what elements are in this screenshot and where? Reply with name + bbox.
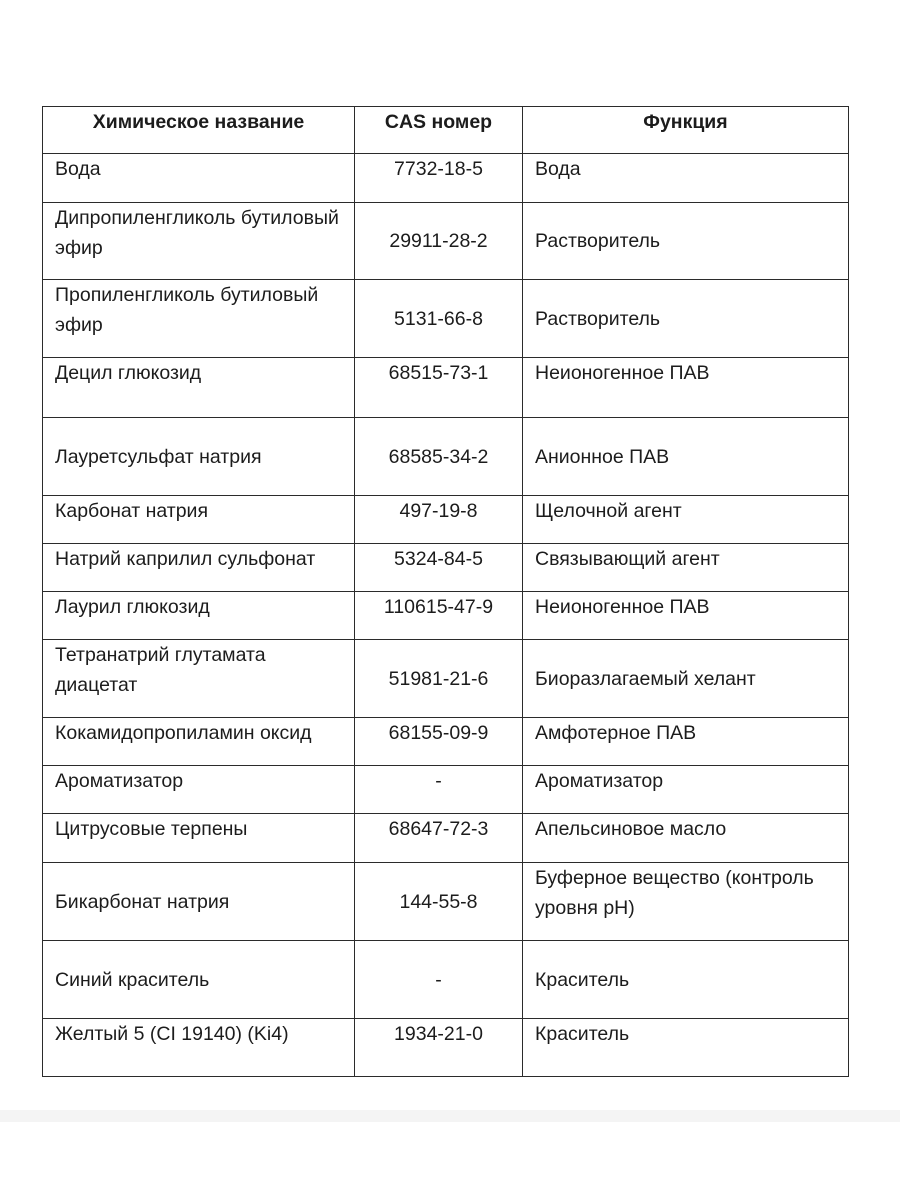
- cell-function: Растворитель: [523, 203, 849, 280]
- cell-cas-number: 68647-72-3: [355, 814, 523, 863]
- table-row: [43, 766, 849, 814]
- cell-chemical-name: Лаурил глюкозид: [43, 592, 355, 640]
- table-header: [43, 107, 849, 154]
- header-function: Функция: [523, 107, 849, 154]
- header-row: [43, 107, 849, 154]
- table-row: [43, 280, 849, 358]
- table-row: [43, 814, 849, 863]
- cell-chemical-name: Карбонат натрия: [43, 496, 355, 544]
- table-row: [43, 154, 849, 203]
- cell-chemical-name: Вода: [43, 154, 355, 203]
- table-row: [43, 418, 849, 496]
- cell-cas-number: 144-55-8: [355, 863, 523, 941]
- table-body: [43, 154, 849, 1077]
- cell-function: Ароматизатор: [523, 766, 849, 814]
- cell-cas-number: 51981-21-6: [355, 640, 523, 718]
- table-row: [43, 203, 849, 280]
- cell-function: Биоразлагаемый хелант: [523, 640, 849, 718]
- table-row: [43, 718, 849, 766]
- cell-cas-number: 5131-66-8: [355, 280, 523, 358]
- cell-cas-number: 68585-34-2: [355, 418, 523, 496]
- table-row: [43, 941, 849, 1019]
- page-footer-area: [0, 1110, 900, 1200]
- cell-function: Краситель: [523, 1019, 849, 1077]
- cell-function: Вода: [523, 154, 849, 203]
- cell-chemical-name: Цитрусовые терпены: [43, 814, 355, 863]
- cell-chemical-name: Синий краситель: [43, 941, 355, 1019]
- cell-function: Краситель: [523, 941, 849, 1019]
- cell-chemical-name: Кокамидопропиламин оксид: [43, 718, 355, 766]
- cell-cas-number: 68155-09-9: [355, 718, 523, 766]
- cell-function: Неионогенное ПАВ: [523, 358, 849, 418]
- cell-cas-number: -: [355, 766, 523, 814]
- table-row: [43, 863, 849, 941]
- table-row: [43, 640, 849, 718]
- header-chemical-name: Химическое название: [43, 107, 355, 154]
- cell-chemical-name: Дипропиленгликоль бутиловый эфир: [43, 203, 355, 280]
- cell-function: Неионогенное ПАВ: [523, 592, 849, 640]
- cell-function: Амфотерное ПАВ: [523, 718, 849, 766]
- cell-cas-number: 68515-73-1: [355, 358, 523, 418]
- cell-function: Анионное ПАВ: [523, 418, 849, 496]
- cell-cas-number: 1934-21-0: [355, 1019, 523, 1077]
- cell-cas-number: 29911-28-2: [355, 203, 523, 280]
- table-row: [43, 358, 849, 418]
- cell-function: Связывающий агент: [523, 544, 849, 592]
- ingredients-table: [42, 106, 849, 1077]
- cell-cas-number: 5324-84-5: [355, 544, 523, 592]
- cell-function: Апельсиновое масло: [523, 814, 849, 863]
- cell-chemical-name: Децил глюкозид: [43, 358, 355, 418]
- header-cas-number: CAS номер: [355, 107, 523, 154]
- cell-function: Щелочной агент: [523, 496, 849, 544]
- cell-chemical-name: Ароматизатор: [43, 766, 355, 814]
- cell-chemical-name: Натрий каприлил сульфонат: [43, 544, 355, 592]
- cell-cas-number: 110615-47-9: [355, 592, 523, 640]
- cell-function: Растворитель: [523, 280, 849, 358]
- table-row: [43, 592, 849, 640]
- cell-chemical-name: Пропиленгликоль бутиловый эфир: [43, 280, 355, 358]
- cell-chemical-name: Бикарбонат натрия: [43, 863, 355, 941]
- cell-chemical-name: Тетранатрий глутамата диацетат: [43, 640, 355, 718]
- cell-cas-number: 7732-18-5: [355, 154, 523, 203]
- cell-cas-number: -: [355, 941, 523, 1019]
- cell-function: Буферное вещество (контроль уровня pH): [523, 863, 849, 941]
- table-row: [43, 544, 849, 592]
- footer-divider: [0, 1110, 900, 1122]
- table-row: [43, 1019, 849, 1077]
- cell-chemical-name: Желтый 5 (CI 19140) (Ki4): [43, 1019, 355, 1077]
- cell-cas-number: 497-19-8: [355, 496, 523, 544]
- table-row: [43, 496, 849, 544]
- cell-chemical-name: Лауретсульфат натрия: [43, 418, 355, 496]
